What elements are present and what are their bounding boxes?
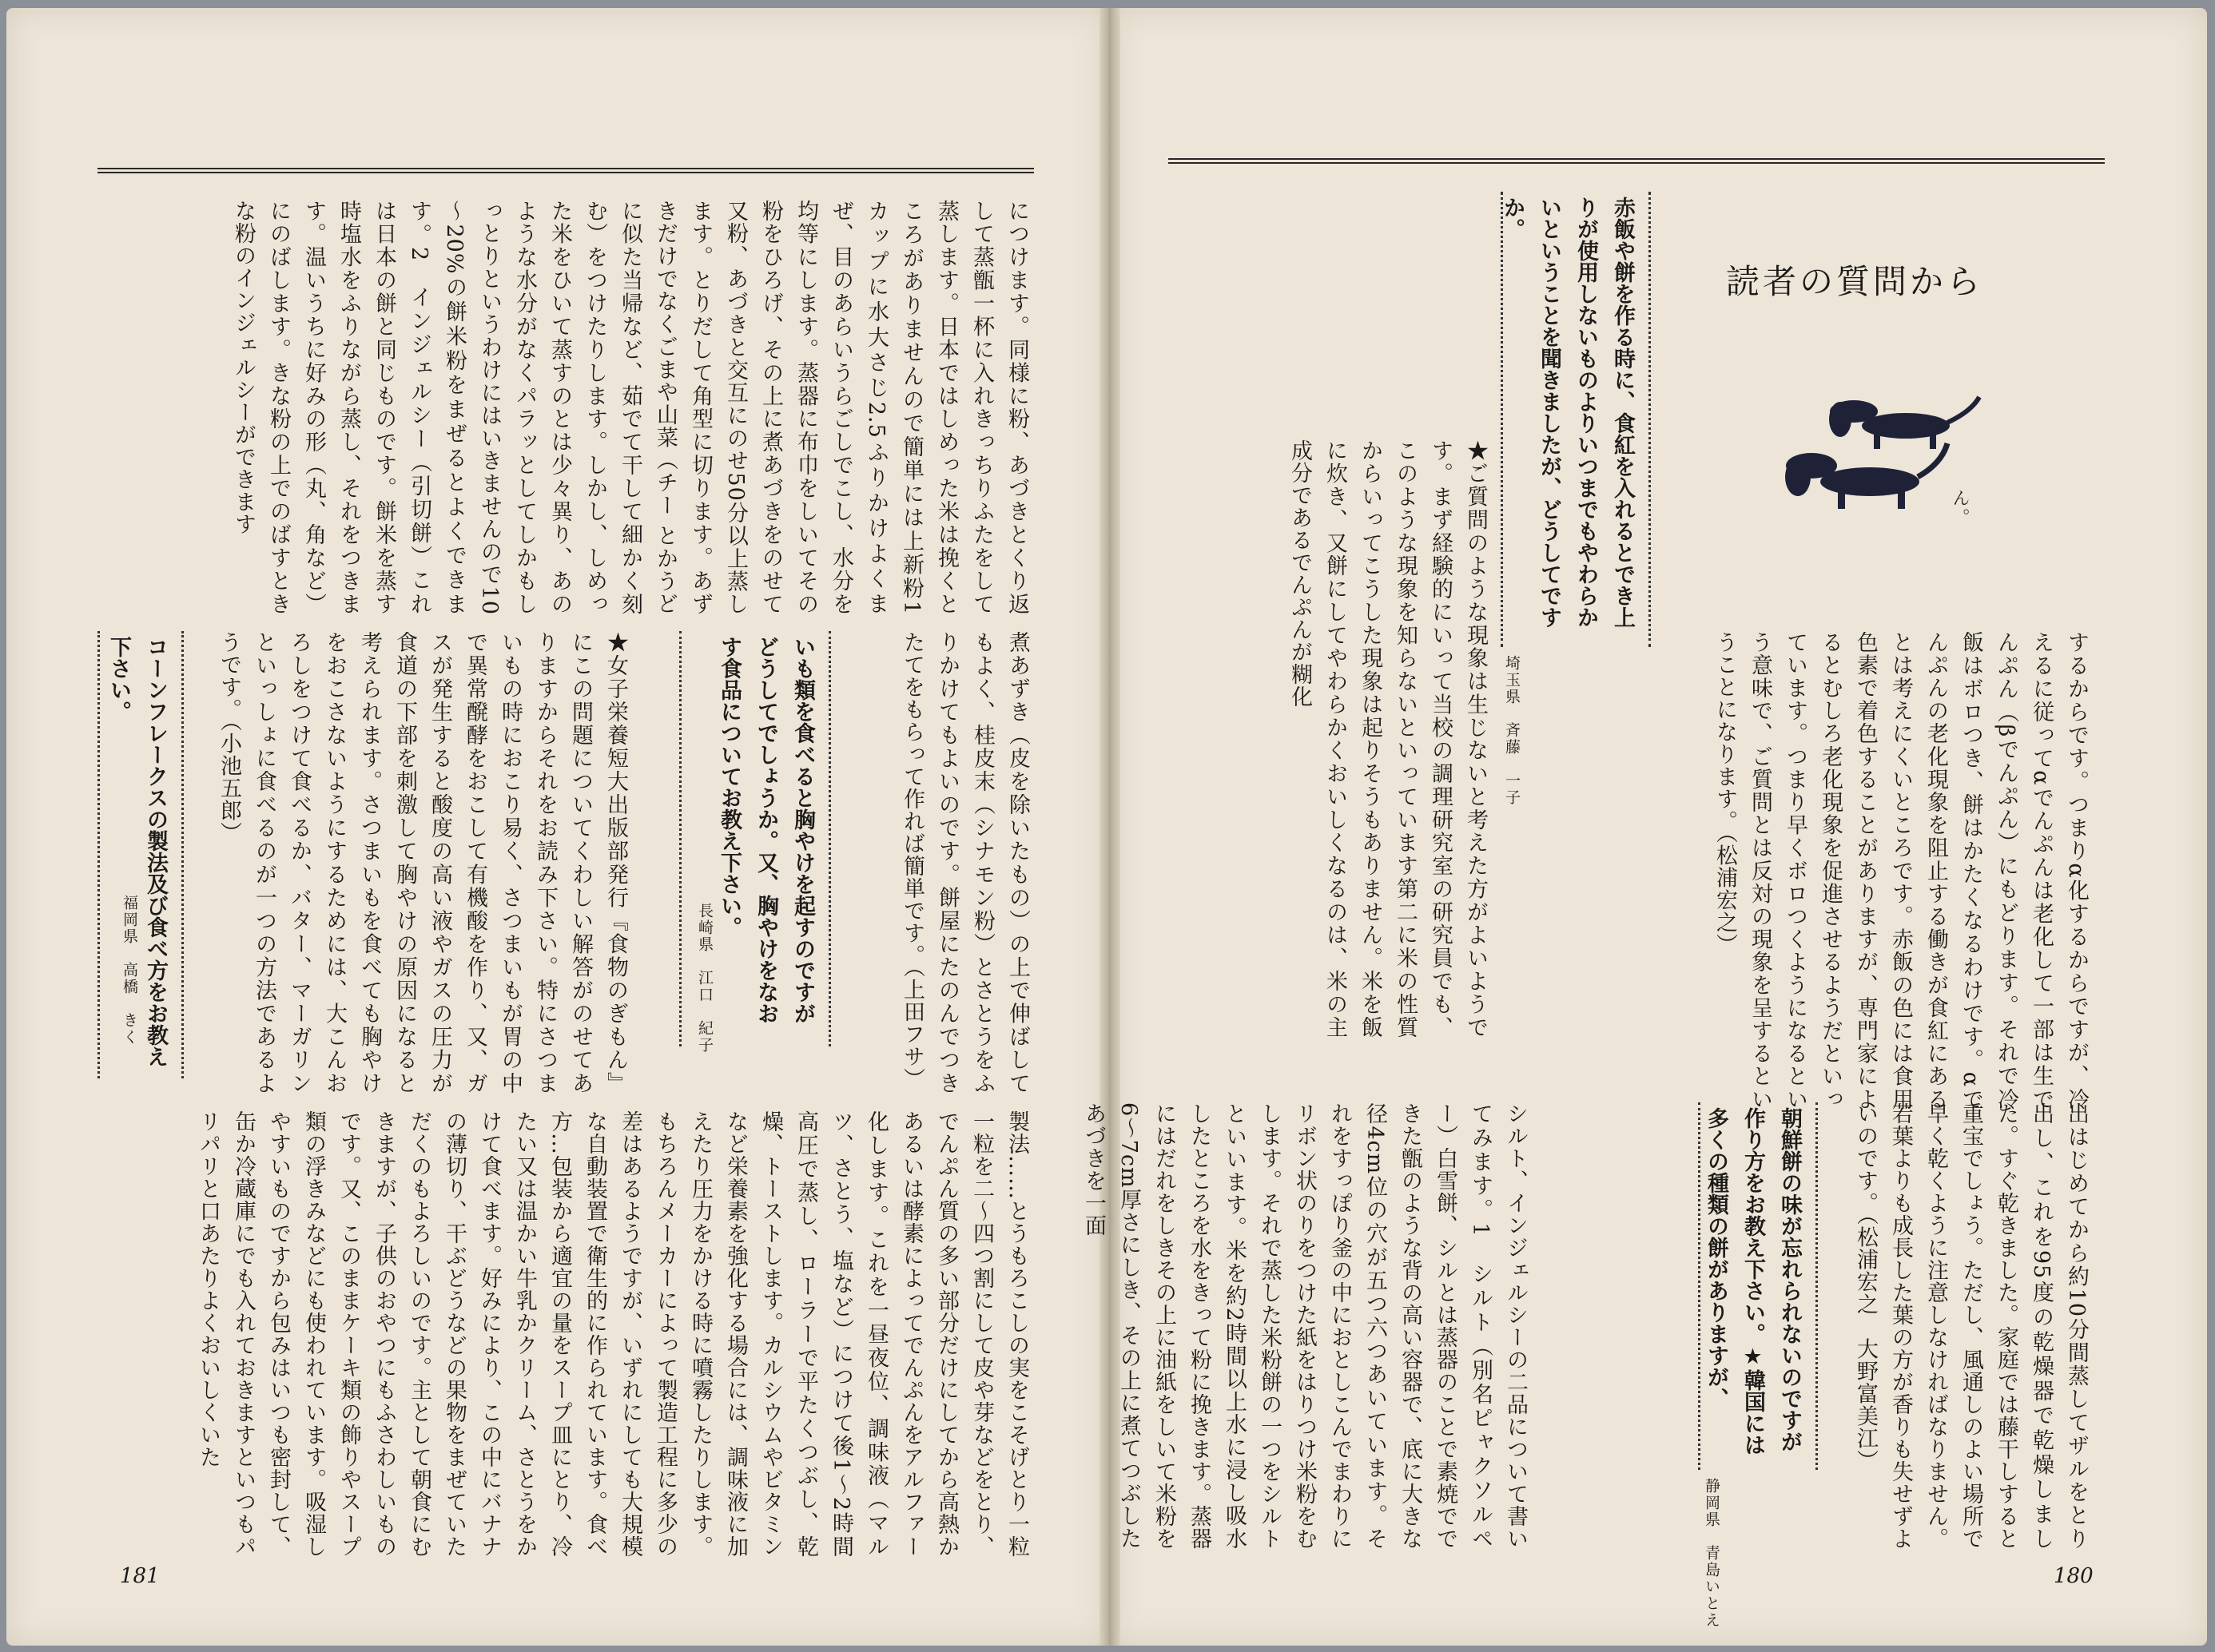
- left-header-rule: [97, 168, 1034, 173]
- page-number-left: 181: [120, 1564, 160, 1588]
- question-box: 赤飯や餅を作る時に、食紅を入れるとでき上りが使用しないものよりいつまでもやわらかいということを聞きましたが、どうしてですか。: [1501, 192, 1651, 647]
- asker-name: 福岡県 高橋 きく: [121, 895, 138, 1046]
- answer-column: 製法……とうもろこしの実をこそげとり一粒一粒を二～四つ割にして皮や芽などをとり、でんぷん質の多い部分だけにしてから高熱かあるいは酵素によってでんぷんをアルファー化します。これを一昼夜位、調味液（マルツ、さとう、塩など）につけて後1～2時間高圧で蒸し、ローラーで平たくつぶし、乾燥、トーストします。カルシウムやビタミンなど栄養素を強化する場合には、調味液に加えたり圧力をかける時に噴霧したりします。もちろんメーカーによって製造工程に多少の差はあるようですが、いずれにしても大規模な自動装置で衛生的に作られています。食べ方…包装から適宜の量をスープ皿にとり、冷たい又は温かい牛乳かクリーム、さとうをかけて食べます。好みにより、この中にバナナの薄切り、干ぶどうなどの果物をまぜていただくのもよろしいのです。主として朝食にむきますが、子供のおやつにもふさわしいものです。又、このままケーキ類の飾りやスープ類の浮きみなどにも使われています。吸湿しやすいものですから包みはいつも密封して、缶か冷蔵庫にでも入れておきますといつもパリパリと口あたりよくおいしくいた: [196, 1110, 1029, 1558]
- answer-column: 出はじめてから約10分間蒸してザルをとり出し、これを95度の乾燥器で乾燥しました。すぐ乾きました。家庭では藤干しすると重宝でしょう。ただし、風通しのよい場所で早く乾くように注意しなければなりません。若葉よりも成長した葉の方が香りも失せずよいのです。（松浦宏之 大野富美江）: [1853, 1102, 2089, 1550]
- asker-name: 長崎県 江口 紀子: [696, 903, 714, 1054]
- answer-column: 煮あずき（皮を除いたもの）の上で伸ばしてもよく、桂皮末（シナモン粉）とさとうをふりかけてもよいのです。餅屋にたのんでつきたてをもらって作れば簡単です。（上田フサ）: [900, 631, 1030, 1094]
- question-box: 朝鮮餅の味が忘れられないのですが作り方をお教え下さい。★韓国には多くの種類の餅がありますが、: [1698, 1102, 1818, 1470]
- answer-column: ★ご質問のような現象は生じないと考えた方がよいようです。まず経験的にいって当校の調理研究室の研究員でも、このような現象を知らないといっています第二に米の性質からいってこうした現象は起りそうもありません。米を飯に炊き、又餅にしてやわらかくおいしくなるのは、米の主成分であるでんぷんが糊化: [1287, 439, 1488, 1039]
- page-number-right: 180: [2054, 1564, 2094, 1588]
- answer-column: シルト、インジェルシーの二品について書いてみます。1 シルト（別名ピャクソルペー）白雪餅、シルとは蒸器のことで素焼でできた甑のような背の高い容器で、底に大きな径4cm位の穴が五つ六つあいています。それをすっぽり釜の中におとしこんでまわりにリボン状のりをつけた紙をはりつけ米粉をむします。それで蒸した米粉餅の一つをシルトといいます。米を約2時間以上水に浸し吸水したところを水をきって粉に挽きます。蒸器にはだれをしきその上に油紙をしいて米粉を6～7cm厚さにしき、その上に煮てつぶしたあづきを一面: [1081, 1102, 1528, 1550]
- question-box: コーンフレークスの製法及び食べ方をお教え下さい。: [97, 631, 184, 1078]
- answer-column: につけます。同様に粉、あづきとくり返して蒸甑一杯に入れきっちりふたをして蒸します。日本ではしめった米は挽くところがありませんので簡単には上新粉1カップに水大さじ2.5ふりかけよくまぜ、目のあらいうらごしでこし、水分を均等にします。蒸器に布巾をしいてその粉をひろげ、その上に煮あづきをのせて又粉、あづきと交互にのせ50分以上蒸します。とりだして角型に切ります。あずきだけでなくごまや山菜（チー とかうどに似た当帰など、茹でて干して細かく刻む）をつけたりします。しかし、しめった米をひいて蒸すのとは少々異り、あのような水分がなくパラッとしてしかもしっとりというわけにはいきませんので10～20%の餅米粉をまぜるとよくできます。2 インジェルシー（引切餅）これは日本の餅と同じものです。餅米を蒸す時塩水をふりながら蒸し、それをつきます。温いうちに好みの形（丸、角など）にのばします。きな粉の上でのばすときな粉のインジェルシーができます: [231, 200, 1029, 615]
- answer-column: ★女子栄養短大出版部発行『食物のぎもん』にこの問題についてくわしい解答がのせてありますからそれをお読み下さい。特にさつまいもの時におこり易く、さつまいもが胃の中で異常醗酵をおこして有機酸を作り、又、ガスが発生すると酸度の高い液やガスの圧力が食道の下部を刺激して胸やけの原因になると考えられます。さつまいもを食べても胸やけをおこさないようにするためには、大こんおろしをつけて食べるか、バター、マーガリンといっしょに食べるのが一つの方法であるようです。（小池五郎）: [217, 631, 628, 1094]
- answer-column: するからです。つまりα化するからですが、冷えるに従ってαでんぷんは老化して一部は生でんぷん（βでんぷん）にもどります。それで冷飯はボロつき、餅はかたくなるわけです。αでんぷんの老化現象を阻止する働きが食紅にあるとは考えにくいところです。赤飯の色には食用色素で着色することがありますが、専門家によるとむしろ老化現象を促進させるようだといっています。つまり早くボロつくようになるという意味で、ご質問とは反対の現象を呈するということになります。（松浦宏之）: [1712, 631, 2089, 1110]
- asker-name: 静岡県 青島いとえ: [1703, 1478, 1720, 1629]
- page-title: 読者の質問から: [1726, 262, 1984, 301]
- asker-name: 埼玉県 斉藤 一子: [1503, 655, 1521, 806]
- question-box: いも類を食べると胸やけを起すのですがどうしてでしょうか。又、胸やけをなおす食品についてお教え下さい。: [679, 631, 831, 1046]
- right-header-rule: [1168, 158, 2105, 164]
- illustration-caption: ん。: [1950, 489, 1970, 527]
